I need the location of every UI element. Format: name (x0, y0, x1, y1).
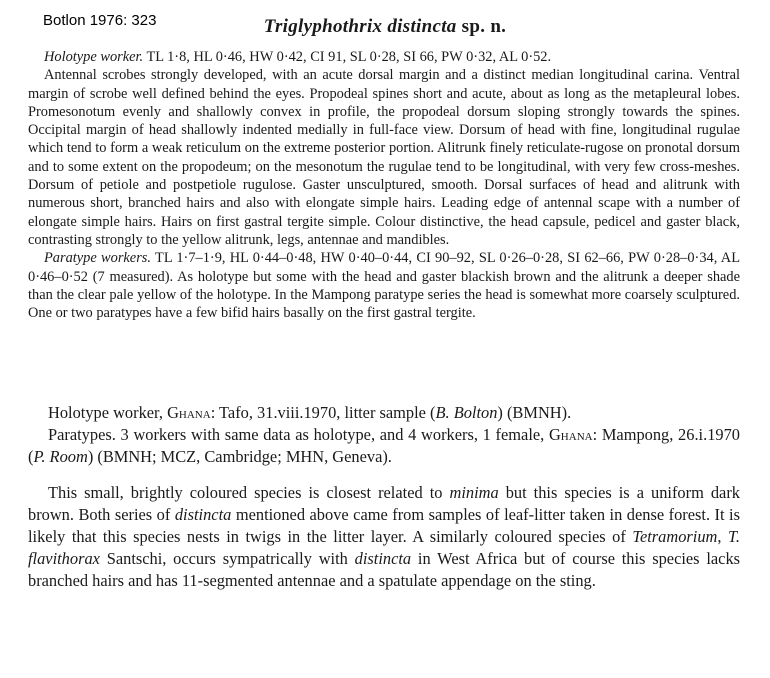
worker-description-section (28, 48, 740, 322)
holotype-label: Holotype worker. (44, 49, 144, 65)
discussion-name-distincta-2: distincta (354, 549, 412, 568)
discussion-species: T. flavithorax (28, 527, 740, 568)
holotype-collector: B. Bolton (435, 403, 498, 422)
paratype-measure-text: TL 1·7–1·9, HL 0·44–0·48, HW 0·40–0·44, CI 90–92, SL 0·26–0·28, SI 62–66, PW 0·28–0·34, AL 0·46–0·52 (7 measured). As holotype but some with the head and gaster blackish brown and the alitrunk a deeper shade than the clear pale yellow of the holotype. In the Mampong paratype series the head is somewhat more coarsely sculptured. One or two paratypes have a few bifid hairs basally on the first gastral tergite. (28, 250, 740, 322)
paratype-material-mid: : Mampong, 26.i.1970 ( (28, 425, 740, 466)
discussion-part-3: mentioned above came from samples of leaf-litter taken in dense forest. It is likely that this species nests in twigs in the litter layer. A similarly coloured species of (28, 505, 740, 546)
discussion-genus: Tetramorium (632, 527, 718, 546)
paratype-collector: P. Room (33, 447, 88, 466)
discussion-part-5: in West Africa but of course this species lacks branched hairs and has 11-segmented antennae and a spatulate appendage on the sting. (28, 549, 741, 590)
source-note: Botlon 1976: 323 (43, 12, 157, 29)
discussion-part-1: This small, brightly coloured species is closest related to (48, 483, 443, 502)
holotype-material-post: ) (BMNH). (497, 403, 572, 422)
paratype-measurements (28, 249, 740, 322)
description-paragraph: Antennal scrobes strongly developed, with an acute dorsal margin and a distinct median longitudinal carina. Ventral margin of scrobe well defined behind the eyes. Propodeal spines short and acute, about as long as the metapleural lobes. Promesonotum evenly and shallowly convex in profile, the propodeal dorsum sloping strongly towards the spines. Occipital margin of head shallowly indented medially in full-face view. Dorsum of head with fine, longitudinal rugulae which tend to form a weak reticulum on the extreme posterior portion. Alitrunk finely reticulate-rugose on pronotal dorsum and to some extent on the propodeum; on the mesonotum the rugulae tend to be longitudinal, with very few cross-meshes. Dorsum of petiole and postpetiole rugulose. Gaster unsculptured, smooth. Dorsal surfaces of head and alitrunk with numerous short, branched hairs and also with elongate simple hairs. Leading edge of antennal scape with a number of elongate simple hairs. Hairs on first gastral tergite simple. Colour distinctive, the head capsule, pedicel and gaster black, contrasting strongly to the yellow alitrunk, legs, antennae and mandibles. (28, 67, 740, 248)
discussion-name-minima: minima (449, 483, 499, 502)
holotype-measure-values: TL 1·8, HL 0·46, HW 0·42, CI 91, SL 0·28, SI 66, PW 0·32, AL 0·52. (146, 49, 552, 65)
species-title (0, 16, 770, 38)
paratype-country: Ghana (548, 425, 593, 444)
discussion-part-4: Santschi, occurs sympatrically with (106, 549, 348, 568)
holotype-material (28, 402, 740, 424)
discussion-paragraph (28, 482, 740, 592)
discussion-comma: , (717, 527, 722, 546)
discussion-part-2: but this species is a uniform dark brown. Both series of (28, 483, 740, 524)
paratype-material (28, 424, 740, 468)
species-name: Triglyphothrix distincta (263, 16, 457, 37)
paratype-label: Paratype workers. (44, 250, 151, 267)
species-nov-label: sp. n. (461, 16, 507, 37)
holotype-material-pre: Holotype worker, (48, 403, 163, 422)
holotype-material-mid: : Tafo, 31.viii.1970, litter sample ( (210, 403, 436, 422)
paratype-material-post: ) (BMNH; MCZ, Cambridge; MHN, Geneva). (87, 447, 392, 466)
material-and-discussion-section (28, 402, 740, 592)
discussion-name-distincta: distincta (174, 505, 232, 524)
holotype-measurements (28, 48, 740, 66)
paratype-material-pre: Paratypes. 3 workers with same data as holotype, and 4 workers, 1 female, (48, 425, 545, 444)
holotype-country: Ghana (167, 403, 211, 422)
